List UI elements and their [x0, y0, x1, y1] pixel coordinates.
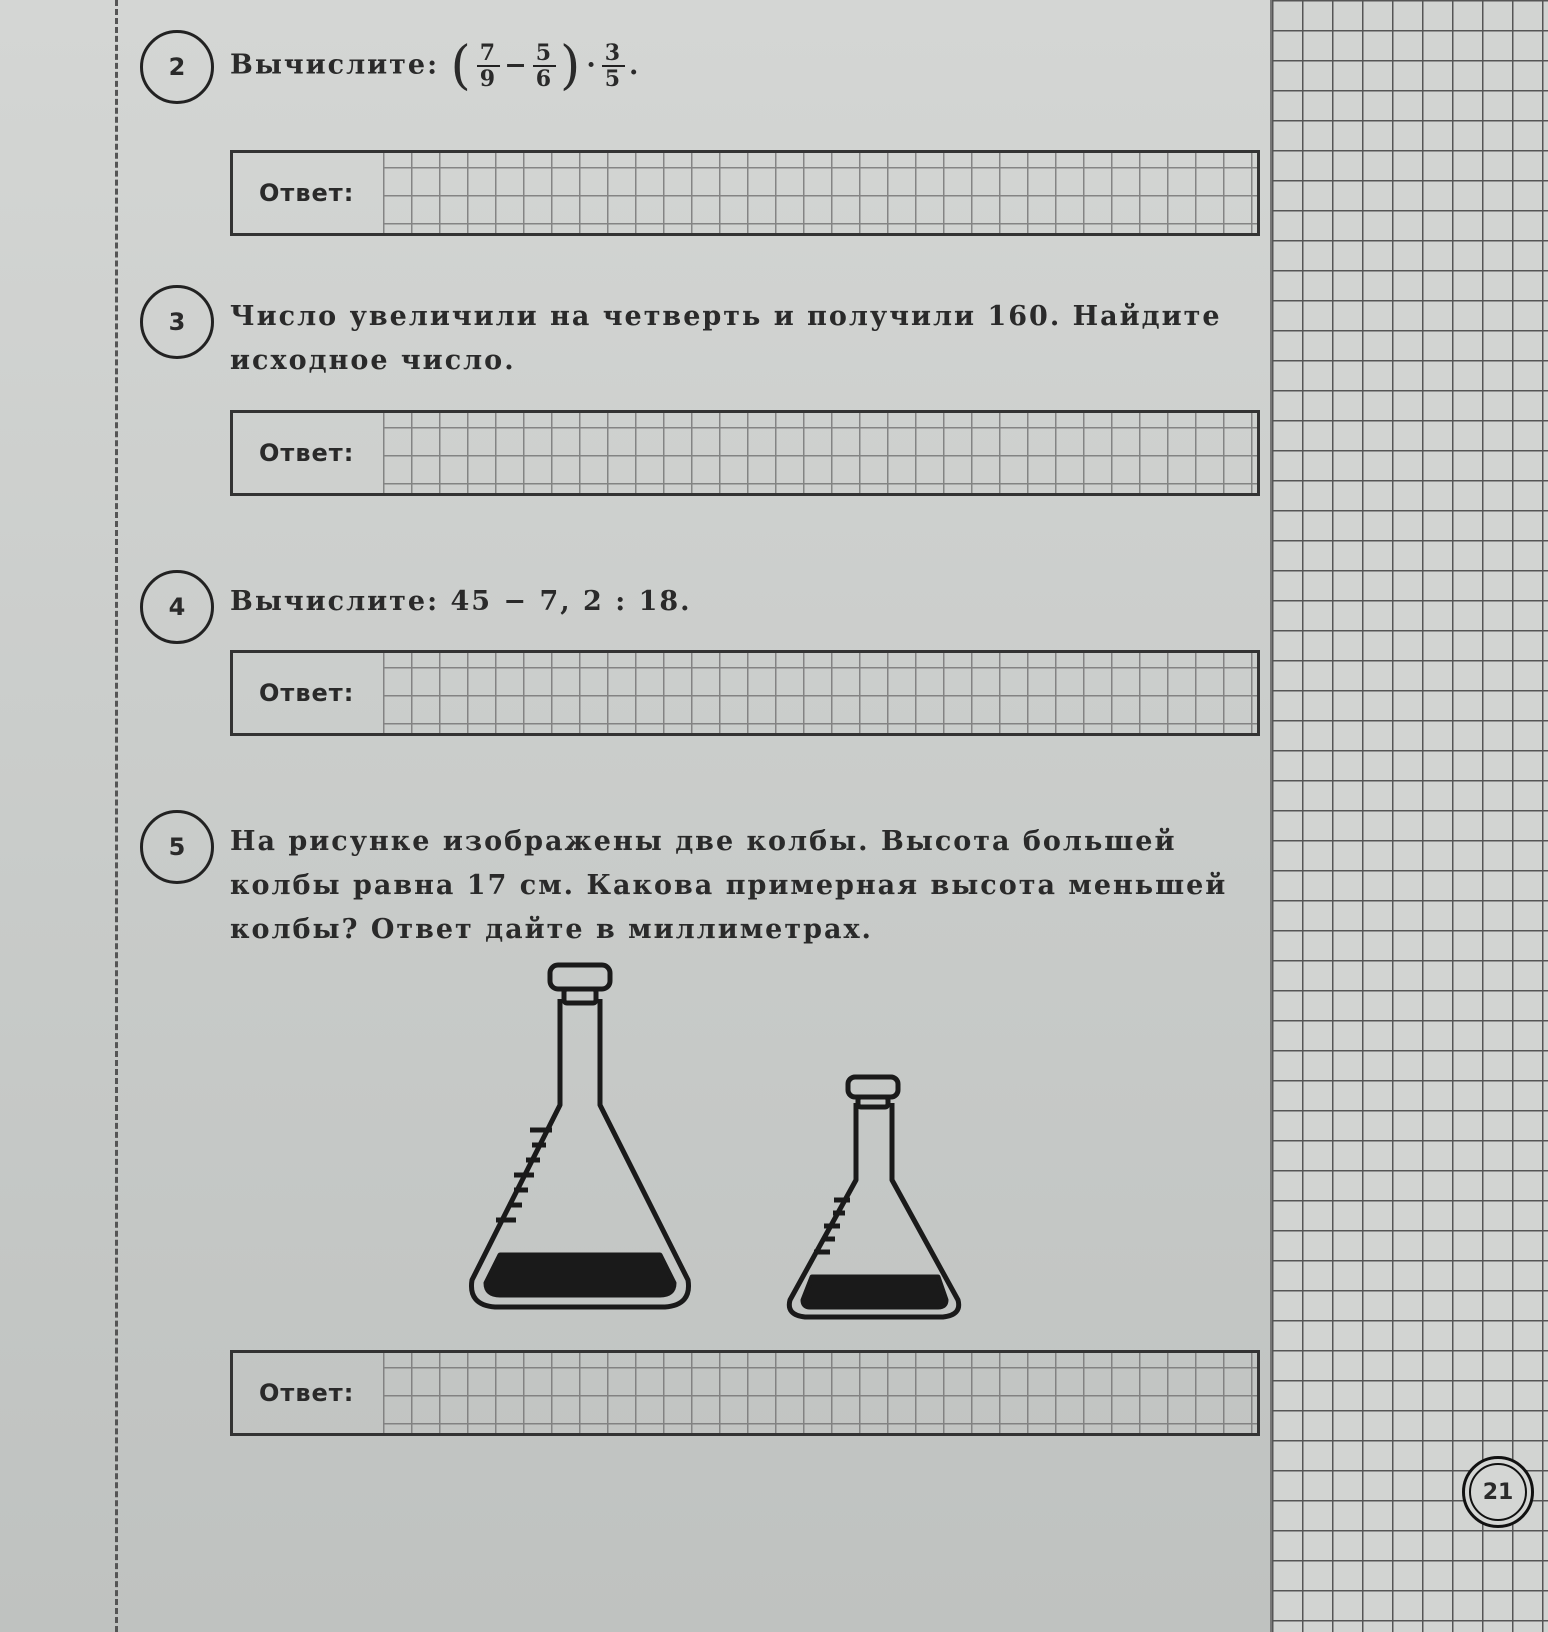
paren-open: ( [450, 36, 473, 96]
multiply-dot: · [586, 50, 598, 81]
large-flask-stopper [550, 965, 610, 989]
numerator: 5 [533, 41, 556, 67]
small-flask-stopper [848, 1077, 898, 1097]
formula [450, 36, 641, 96]
task-number: 5 [168, 833, 186, 861]
dashed-cut-line [115, 0, 118, 1632]
answer-box[interactable] [230, 410, 1260, 496]
task-prefix: Вычислите: [230, 49, 440, 81]
paren-close: ) [560, 36, 583, 96]
denominator: 9 [479, 66, 498, 92]
answer-label: Ответ: [259, 1379, 355, 1407]
task-number: 2 [168, 53, 186, 81]
numerator: 3 [602, 41, 625, 67]
task-text: Вычислите: 45 − 7, 2 : 18. [230, 586, 692, 617]
answer-cells[interactable] [383, 1353, 1257, 1433]
task-text: На рисунке изображены две колбы. Высота большей колбы равна 17 см. Какова примерная высота меньшей колбы? Ответ дайте в миллиметрах. [230, 826, 1228, 945]
period: . [629, 50, 641, 81]
fraction-7-9 [477, 41, 500, 91]
task-text [230, 36, 1280, 96]
small-flask-liquid [803, 1277, 946, 1307]
page-number-badge [1462, 1456, 1534, 1528]
large-flask [471, 965, 688, 1307]
answer-box[interactable] [230, 150, 1260, 236]
fraction-5-6 [533, 41, 556, 91]
numerator: 7 [477, 41, 500, 67]
graph-paper-margin [1270, 0, 1548, 1632]
flasks-illustration [460, 955, 1000, 1345]
denominator: 5 [604, 66, 623, 92]
answer-cells[interactable] [383, 653, 1257, 733]
task-number-badge [140, 810, 214, 884]
minus-sign: − [504, 50, 529, 81]
answer-box[interactable] [230, 650, 1260, 736]
task-text: Число увеличили на четверть и получили 160. Найдите исходное число. [230, 301, 1222, 376]
task-number-badge [140, 570, 214, 644]
large-flask-liquid [486, 1255, 674, 1295]
page-number: 21 [1482, 1479, 1514, 1505]
answer-cells[interactable] [383, 413, 1257, 493]
task-number-badge [140, 30, 214, 104]
answer-box[interactable] [230, 1350, 1260, 1436]
denominator: 6 [535, 66, 554, 92]
task-number: 4 [168, 593, 186, 621]
answer-label: Ответ: [259, 679, 355, 707]
task-number-badge [140, 285, 214, 359]
answer-label: Ответ: [259, 439, 355, 467]
answer-cells[interactable] [383, 153, 1257, 233]
fraction-3-5 [602, 41, 625, 91]
small-flask [789, 1077, 958, 1317]
task-number: 3 [168, 308, 186, 336]
answer-label: Ответ: [259, 179, 355, 207]
